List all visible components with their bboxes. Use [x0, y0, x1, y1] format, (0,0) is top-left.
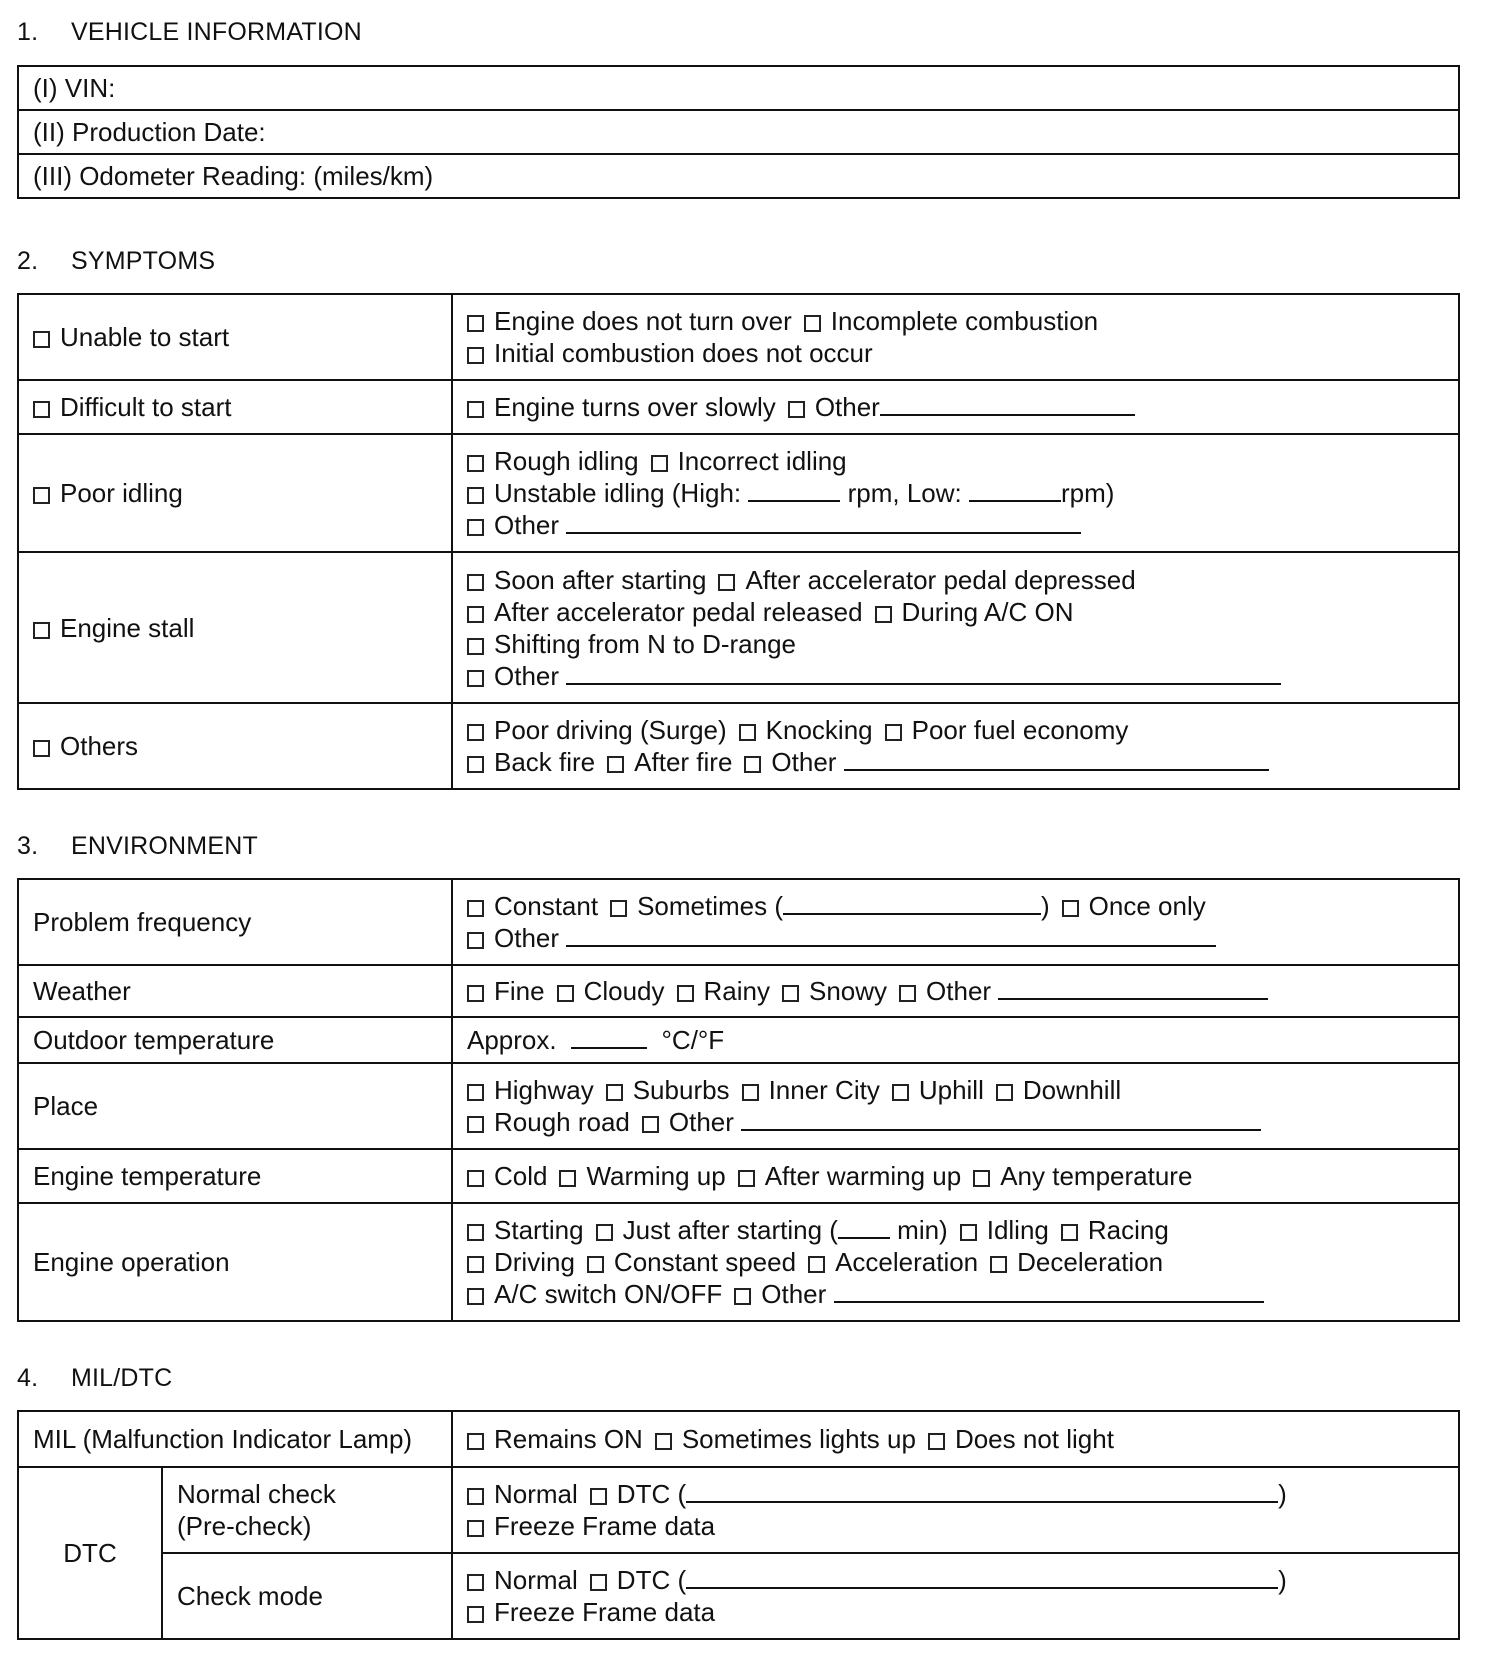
- shifting-checkbox[interactable]: [467, 638, 484, 655]
- check-mode-dtc-blank[interactable]: [686, 1565, 1278, 1589]
- section-vehicle-title: 1. VEHICLE INFORMATION: [17, 18, 362, 46]
- vehicle-table: [17, 65, 1460, 199]
- outdoor-temp-label: Outdoor temperature: [18, 1017, 452, 1063]
- normal-check-freeze-checkbox[interactable]: [467, 1520, 484, 1537]
- poor-idling-checkbox[interactable]: [33, 487, 50, 504]
- mil-dtc-table: [17, 1410, 1460, 1640]
- odometer-field[interactable]: (III) Odometer Reading: (miles/km): [18, 154, 1459, 198]
- turns-slowly-checkbox[interactable]: [467, 401, 484, 418]
- weather-other-blank[interactable]: [998, 976, 1268, 1000]
- after-released-checkbox[interactable]: [467, 606, 484, 623]
- outdoor-temp-value: Approx. °C/°F: [452, 1017, 1459, 1063]
- normal-check-dtc-blank[interactable]: [686, 1479, 1278, 1503]
- dtc-label: DTC: [18, 1467, 162, 1639]
- normal-check-normal-checkbox[interactable]: [467, 1488, 484, 1505]
- engine-temp-label: Engine temperature: [18, 1149, 452, 1203]
- check-mode-label: Check mode: [162, 1553, 452, 1639]
- environment-table: [17, 878, 1460, 1322]
- engine-operation-options: Starting Just after starting ( min) Idling Racing Driving Constant speed Acceleration Deceleration A/C switch ON/OFF Other: [452, 1203, 1459, 1321]
- normal-check-options: Normal DTC ( ) Freeze Frame data: [452, 1467, 1459, 1553]
- remains-on-checkbox[interactable]: [467, 1433, 484, 1450]
- poor-driving-checkbox[interactable]: [467, 724, 484, 741]
- after-depressed-checkbox[interactable]: [718, 574, 735, 591]
- rainy-checkbox[interactable]: [677, 985, 694, 1002]
- weather-label: Weather: [18, 965, 452, 1017]
- normal-check-dtc-checkbox[interactable]: [590, 1488, 607, 1505]
- idling-other-checkbox[interactable]: [467, 519, 484, 536]
- sometimes-checkbox[interactable]: [610, 900, 627, 917]
- stall-other-checkbox[interactable]: [467, 670, 484, 687]
- warming-up-checkbox[interactable]: [559, 1170, 576, 1187]
- frequency-other-checkbox[interactable]: [467, 932, 484, 949]
- inner-city-checkbox[interactable]: [742, 1084, 759, 1101]
- poor-idling-row: Poor idling: [18, 434, 452, 552]
- constant-speed-checkbox[interactable]: [587, 1256, 604, 1273]
- rough-road-checkbox[interactable]: [467, 1116, 484, 1133]
- minutes-blank[interactable]: [838, 1215, 890, 1239]
- idling-other-blank[interactable]: [566, 510, 1081, 534]
- check-mode-freeze-checkbox[interactable]: [467, 1606, 484, 1623]
- once-only-checkbox[interactable]: [1062, 900, 1079, 917]
- weather-options: Fine Cloudy Rainy Snowy Other: [452, 965, 1459, 1017]
- mil-options: Remains ON Sometimes lights up Does not light: [452, 1411, 1459, 1467]
- engine-stall-options: Soon after starting After accelerator pedal depressed After accelerator pedal released During A/C ON Shifting from N to D-range Other: [452, 552, 1459, 703]
- unable-to-start-options: Engine does not turn over Incomplete combustion Initial combustion does not occur: [452, 294, 1459, 380]
- mil-label: MIL (Malfunction Indicator Lamp): [18, 1411, 452, 1467]
- normal-check-label: Normal check (Pre-check): [162, 1467, 452, 1553]
- production-date-field[interactable]: (II) Production Date:: [18, 110, 1459, 154]
- stall-other-blank[interactable]: [566, 661, 1281, 685]
- sometimes-blank[interactable]: [783, 891, 1041, 915]
- engine-operation-label: Engine operation: [18, 1203, 452, 1321]
- snowy-checkbox[interactable]: [782, 985, 799, 1002]
- fine-checkbox[interactable]: [467, 985, 484, 1002]
- starting-checkbox[interactable]: [467, 1224, 484, 1241]
- incomplete-combustion-checkbox[interactable]: [804, 315, 821, 332]
- place-other-blank[interactable]: [741, 1107, 1261, 1131]
- ac-switch-checkbox[interactable]: [467, 1288, 484, 1305]
- suburbs-checkbox[interactable]: [606, 1084, 623, 1101]
- difficult-other-blank[interactable]: [880, 392, 1135, 416]
- check-mode-dtc-checkbox[interactable]: [590, 1574, 607, 1591]
- after-fire-checkbox[interactable]: [607, 756, 624, 773]
- uphill-checkbox[interactable]: [892, 1084, 909, 1101]
- soon-after-starting-checkbox[interactable]: [467, 574, 484, 591]
- rough-idling-checkbox[interactable]: [467, 455, 484, 472]
- back-fire-checkbox[interactable]: [467, 756, 484, 773]
- idling-checkbox[interactable]: [960, 1224, 977, 1241]
- poor-fuel-checkbox[interactable]: [885, 724, 902, 741]
- place-label: Place: [18, 1063, 452, 1149]
- high-rpm-blank[interactable]: [748, 478, 840, 502]
- place-other-checkbox[interactable]: [642, 1116, 659, 1133]
- others-other-blank[interactable]: [844, 747, 1269, 771]
- low-rpm-blank[interactable]: [969, 478, 1061, 502]
- during-ac-checkbox[interactable]: [875, 606, 892, 623]
- deceleration-checkbox[interactable]: [990, 1256, 1007, 1273]
- acceleration-checkbox[interactable]: [808, 1256, 825, 1273]
- frequency-other-blank[interactable]: [566, 923, 1216, 947]
- downhill-checkbox[interactable]: [996, 1084, 1013, 1101]
- diagnosis-form: [17, 10, 1467, 1640]
- operation-other-blank[interactable]: [834, 1279, 1264, 1303]
- check-mode-options: Normal DTC ( ) Freeze Frame data: [452, 1553, 1459, 1639]
- vin-field[interactable]: (I) VIN:: [18, 66, 1459, 110]
- engine-stall-row: Engine stall: [18, 552, 452, 703]
- cloudy-checkbox[interactable]: [557, 985, 574, 1002]
- unstable-idling-checkbox[interactable]: [467, 487, 484, 504]
- others-options: Poor driving (Surge) Knocking Poor fuel economy Back fire After fire Other: [452, 703, 1459, 789]
- just-after-starting-checkbox[interactable]: [596, 1224, 613, 1241]
- sometimes-lights-checkbox[interactable]: [655, 1433, 672, 1450]
- weather-other-checkbox[interactable]: [899, 985, 916, 1002]
- temperature-blank[interactable]: [571, 1025, 647, 1049]
- after-warming-checkbox[interactable]: [738, 1170, 755, 1187]
- constant-checkbox[interactable]: [467, 900, 484, 917]
- others-other-checkbox[interactable]: [744, 756, 761, 773]
- others-checkbox[interactable]: [33, 740, 50, 757]
- any-temp-checkbox[interactable]: [973, 1170, 990, 1187]
- operation-other-checkbox[interactable]: [734, 1288, 751, 1305]
- difficult-other-checkbox[interactable]: [788, 401, 805, 418]
- engine-not-turn-checkbox[interactable]: [467, 315, 484, 332]
- check-mode-normal-checkbox[interactable]: [467, 1574, 484, 1591]
- problem-frequency-options: Constant Sometimes ( ) Once only Other: [452, 879, 1459, 965]
- problem-frequency-label: Problem frequency: [18, 879, 452, 965]
- others-row: Others: [18, 703, 452, 789]
- initial-combustion-checkbox[interactable]: [467, 347, 484, 364]
- incorrect-idling-checkbox[interactable]: [651, 455, 668, 472]
- section-mil-title: 4. MIL/DTC: [17, 1364, 173, 1392]
- place-options: Highway Suburbs Inner City Uphill Downhill Rough road Other: [452, 1063, 1459, 1149]
- section-environment-title: 3. ENVIRONMENT: [17, 832, 258, 860]
- does-not-light-checkbox[interactable]: [928, 1433, 945, 1450]
- unable-to-start-checkbox[interactable]: [33, 331, 50, 348]
- poor-idling-options: Rough idling Incorrect idling Unstable idling (High: rpm, Low: rpm) Other: [452, 434, 1459, 552]
- highway-checkbox[interactable]: [467, 1084, 484, 1101]
- unable-to-start-row: Unable to start: [18, 294, 452, 380]
- symptoms-table: [17, 293, 1460, 790]
- engine-temp-options: Cold Warming up After warming up Any temperature: [452, 1149, 1459, 1203]
- cold-checkbox[interactable]: [467, 1170, 484, 1187]
- section-symptoms-title: 2. SYMPTOMS: [17, 247, 216, 275]
- racing-checkbox[interactable]: [1061, 1224, 1078, 1241]
- knocking-checkbox[interactable]: [739, 724, 756, 741]
- driving-checkbox[interactable]: [467, 1256, 484, 1273]
- difficult-to-start-checkbox[interactable]: [33, 401, 50, 418]
- engine-stall-checkbox[interactable]: [33, 622, 50, 639]
- difficult-to-start-options: Engine turns over slowly Other: [452, 380, 1459, 434]
- difficult-to-start-row: Difficult to start: [18, 380, 452, 434]
